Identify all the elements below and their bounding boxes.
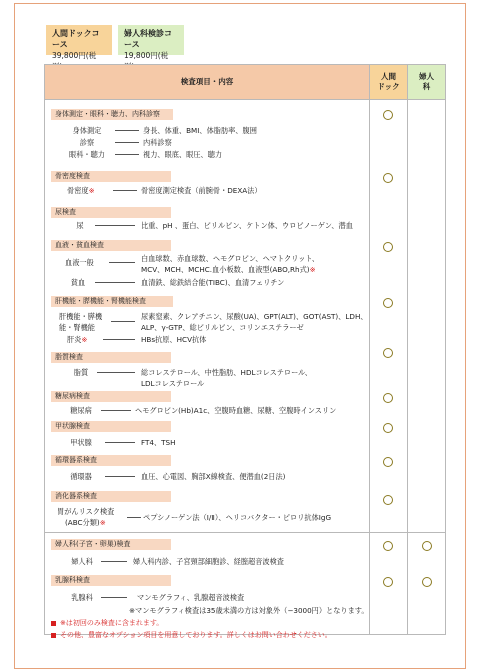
note-options: [51, 630, 332, 640]
section-thyroid: 甲状腺検査: [51, 421, 171, 432]
dash: [101, 410, 131, 411]
dash: [115, 130, 139, 131]
dash: [97, 372, 135, 373]
first-time-mark: ※: [88, 186, 95, 195]
row-label: 貧血: [70, 278, 86, 287]
section-digestive: 消化器系検査: [51, 491, 171, 502]
header-items: 検査項目・内容: [45, 65, 369, 99]
note-first-time: [51, 618, 163, 628]
dash: [115, 154, 139, 155]
row-label: 尿: [76, 221, 84, 230]
included-fujin-mark: [422, 541, 432, 551]
header-fujin-label: 婦人 科: [419, 72, 434, 91]
included-dock-mark: [383, 577, 393, 587]
col-divider: [369, 65, 370, 634]
included-dock-mark: [383, 110, 393, 120]
section-lipid: 脂質検査: [51, 352, 171, 363]
row-label: 眼科・聴力: [69, 150, 105, 159]
row-label: 診察: [79, 138, 95, 147]
dash: [113, 190, 137, 191]
mammography-note: ※マンモグラフィ検査は35歳未満の方は対象外（−3000円）となります。: [129, 606, 369, 615]
included-dock-mark: [383, 457, 393, 467]
row-content: 婦人科内診、子宮頸部細胞診、経膣超音波検査: [133, 557, 284, 566]
included-fujin-mark: [422, 577, 432, 587]
row-content: 骨密度測定検査（前腕骨・DEXA法）: [141, 186, 262, 195]
header-divider: [45, 99, 445, 100]
row-label-text: (ABC分類): [65, 518, 100, 527]
dash: [95, 282, 135, 283]
row-content: マンモグラフィ、乳腺超音波検査: [137, 593, 245, 602]
included-dock-mark: [383, 298, 393, 308]
dash: [127, 517, 141, 518]
dash: [111, 321, 135, 322]
dash: [115, 142, 139, 143]
row-label: 肝機能・膵機: [59, 312, 103, 321]
row-label-text: 肝炎: [67, 335, 82, 344]
row-label-text: 骨密度: [67, 186, 89, 195]
row-content: 血清鉄、総鉄結合能(TIBC)、血清フェリチン: [141, 278, 285, 287]
included-dock-mark: [383, 348, 393, 358]
section-bone: 骨密度検査: [51, 171, 171, 182]
header-dock-label: 人間 ドック: [377, 72, 400, 91]
row-content: FT4、TSH: [141, 438, 176, 447]
section-divider: [45, 532, 445, 533]
row-content: 白血球数、赤血球数、ヘモグロビン、ヘマトクリット、: [141, 254, 320, 263]
row-label: 血液一般: [65, 258, 94, 267]
note-text: ※は初回のみ検査に含まれます。: [60, 619, 164, 627]
row-label: [67, 334, 87, 345]
row-label: 婦人科: [71, 557, 93, 566]
included-dock-mark: [383, 423, 393, 433]
section-urine: 尿検査: [51, 207, 171, 218]
section-body: 身体測定・眼科・聴力、内科診察: [51, 109, 173, 120]
dash: [109, 262, 135, 263]
first-time-mark: ※: [309, 265, 316, 274]
section-gynecology: 婦人科(子宮・卵巣)検査: [51, 539, 171, 550]
row-content: LDLコレステロール: [141, 379, 205, 388]
note-text: その他、豊富なオプション項目を用意しております。詳しくはお問い合わせください。: [60, 631, 332, 639]
course-price: 39,800円(税: [52, 51, 97, 60]
included-dock-mark: [383, 393, 393, 403]
section-blood: 血液・貧血検査: [51, 240, 171, 251]
row-label: 脂質: [73, 368, 89, 377]
dash: [105, 442, 135, 443]
dash: [95, 225, 135, 226]
row-content: HBs抗原、HCV抗体: [141, 335, 207, 344]
course-name: 婦人科検診コース: [124, 29, 172, 49]
course-card-fujin: [118, 25, 184, 60]
row-label: 乳腺科: [71, 593, 93, 602]
col-divider: [407, 65, 408, 634]
included-dock-mark: [383, 541, 393, 551]
included-dock-mark: [383, 173, 393, 183]
row-label: 胃がんリスク検査: [57, 507, 115, 516]
header-dock: [369, 65, 407, 99]
bullet-square-icon: [51, 621, 56, 626]
dash: [103, 339, 135, 340]
row-label: [67, 185, 95, 196]
bullet-square-icon: [51, 633, 56, 638]
included-dock-mark: [383, 495, 393, 505]
first-time-mark: ※: [81, 335, 88, 344]
row-content: ペプシノーゲン法（Ⅰ/Ⅱ）、ヘリコバクター・ピロリ抗体IgG: [143, 513, 332, 522]
row-content-text: MCV、MCH、MCHC.血小板数、血液型(ABO,Rh式): [141, 265, 310, 274]
course-price: 19,800円(税: [124, 51, 169, 60]
row-content: ヘモグロビン(Hb)A1c、空腹時血糖、尿糖、空腹時インスリン: [135, 406, 337, 415]
row-content: 内科診察: [143, 138, 172, 147]
row-label: 能・腎機能: [59, 323, 95, 332]
row-content: 血圧、心電図、胸部X線検査、便潜血(2日法): [141, 472, 286, 481]
row-label: [65, 517, 106, 528]
section-liver: 肝機能・膵機能・腎機能検査: [51, 296, 173, 307]
section-breast: 乳腺科検査: [51, 575, 171, 586]
exam-table: [44, 64, 446, 639]
course-card-dock: [46, 25, 112, 60]
row-label: 循環器: [70, 472, 92, 481]
row-content: 比重、pH 、蛋白、ビリルビン、ケトン体、ウロビノーゲン、潜血: [141, 221, 353, 230]
course-name: 人間ドックコース: [52, 29, 100, 49]
row-label: 糖尿病: [70, 406, 92, 415]
first-time-mark: ※: [99, 518, 106, 527]
dash: [101, 597, 127, 598]
section-circulation: 循環器系検査: [51, 455, 171, 466]
row-label: 甲状腺: [70, 438, 92, 447]
row-content: 視力、眼底、眼圧、聴力: [143, 150, 223, 159]
included-dock-mark: [383, 242, 393, 252]
dash: [101, 561, 127, 562]
dash: [105, 476, 135, 477]
section-diabetes: 糖尿病検査: [51, 391, 171, 402]
row-content: 身長、体重、BMI、体脂肪率、腹囲: [143, 126, 257, 135]
row-label: 身体測定: [72, 126, 102, 135]
row-content: ALP、γ-GTP、総ビリルビン、コリンエステラーゼ: [141, 323, 304, 332]
header-fujin: [407, 65, 445, 99]
row-content: [141, 264, 316, 275]
row-content: 尿素窒素、クレアチニン、尿酸(UA)、GPT(ALT)、GOT(AST)、LDH、: [141, 312, 368, 321]
row-content: 総コレステロール、中性脂肪、HDLコレステロール、: [141, 368, 312, 377]
